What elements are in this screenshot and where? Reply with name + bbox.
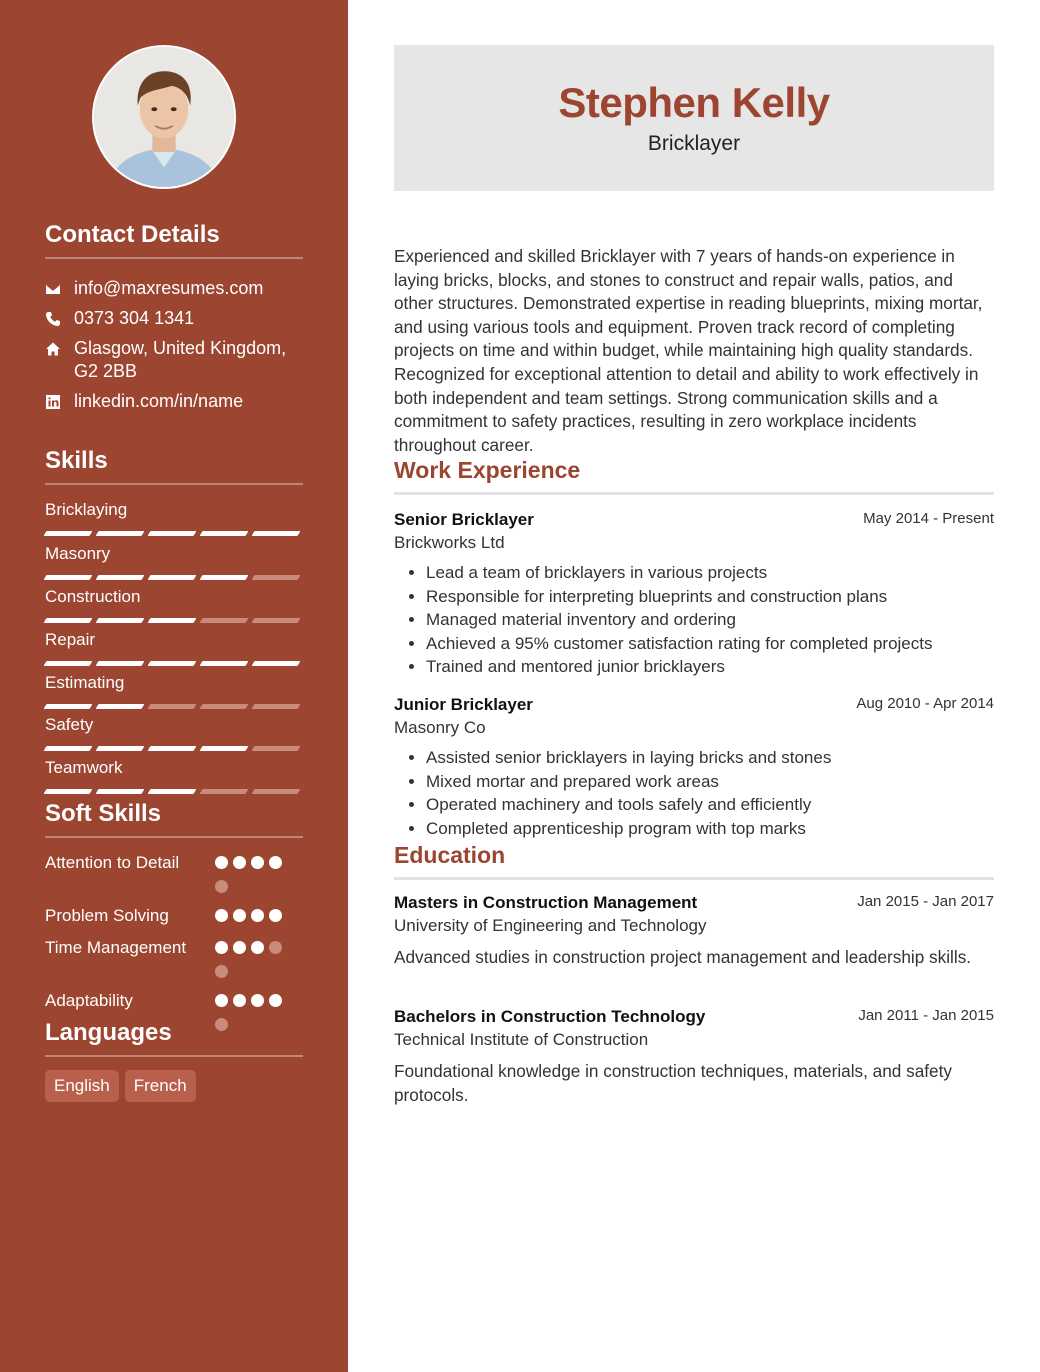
education-desc: Foundational knowledge in construction techniques, materials, and safety protocols. (394, 1061, 952, 1105)
rating-dot (269, 941, 282, 954)
skill-item (45, 543, 303, 580)
language-tag: French (125, 1070, 196, 1102)
address-line2: G2 2BB (74, 361, 138, 381)
soft-skill-name: Attention to Detail (45, 853, 180, 872)
degree: Bachelors in Construction Technology (394, 1007, 706, 1026)
skill-level-segment (252, 746, 301, 751)
languages-list (45, 1070, 196, 1102)
skill-item (45, 757, 303, 794)
job-bullet: • Trained and mentored junior bricklayers (426, 655, 994, 679)
language-tag: English (45, 1070, 119, 1102)
skill-level-segment (200, 789, 249, 794)
skill-level-segment (44, 531, 93, 536)
skill-level-segment (44, 789, 93, 794)
skill-level-segment (252, 618, 301, 623)
degree: Masters in Construction Management (394, 893, 698, 912)
job-bullets (394, 561, 994, 679)
skill-name: Bricklaying (45, 500, 128, 519)
rating-dot (251, 994, 264, 1007)
name-header (394, 45, 994, 191)
skill-level-segment (200, 618, 249, 623)
skill-item (45, 714, 303, 751)
skill-level-segment (252, 531, 301, 536)
rating-dot (233, 941, 246, 954)
job-bullet: • Responsible for interpreting blueprints and construction plans (426, 585, 994, 609)
skill-level-bars (45, 746, 303, 751)
rating-dot (233, 909, 246, 922)
full-name: Stephen Kelly (558, 79, 830, 126)
skill-level-segment (96, 531, 145, 536)
education-heading: Education (394, 841, 994, 880)
skill-name: Estimating (45, 673, 125, 692)
skill-name: Masonry (45, 544, 111, 563)
skill-level-segment (200, 746, 249, 751)
skill-level-segment (148, 575, 197, 580)
education-dates: Jan 2011 - Jan 2015 (858, 1007, 994, 1024)
languages-heading: Languages (45, 1019, 303, 1057)
skill-level-segment (96, 618, 145, 623)
soft-skill-name: Adaptability (45, 991, 133, 1010)
skill-level-segment (148, 618, 197, 623)
rating-dot (269, 856, 282, 869)
job-company: Masonry Co (394, 718, 486, 737)
skill-level-segment (96, 746, 145, 751)
profile-summary: Experienced and skilled Bricklayer with 7 years of hands-on experience in laying bricks, blocks, and stones to construct and repair walls, patios, and other structures. Demonstrated expertise in reading blueprints, mixing mortar, and using various tools and equipment. Proven track record of completing projects on time and within budget, while maintaining high quality standards. Recognized for exceptional attention to detail and ability to work effectively in both independent and team settings. Strong communication skills and a commitment to safety practices, resulting in zero workplace incidents throughout career. (394, 246, 983, 455)
job-role: Junior Bricklayer (394, 695, 533, 714)
skill-item (45, 499, 303, 536)
skill-level-bars (45, 661, 303, 666)
education-desc: Advanced studies in construction project management and leadership skills. (394, 947, 972, 967)
skill-level-segment (252, 661, 301, 666)
job-bullets (394, 746, 994, 840)
rating-dot (215, 941, 228, 954)
home-icon (45, 337, 74, 383)
job-title: Bricklayer (647, 132, 741, 155)
skill-level-segment (252, 789, 301, 794)
contact-heading: Contact Details (45, 221, 303, 259)
rating-dot (233, 856, 246, 869)
job-bullet: • Assisted senior bricklayers in laying bricks and stones (426, 746, 994, 770)
skill-level-segment (200, 575, 249, 580)
contact-address (45, 337, 295, 383)
school: University of Engineering and Technology (394, 916, 707, 935)
skill-level-segment (200, 531, 249, 536)
address-line1: Glasgow, United Kingdom, (74, 338, 287, 358)
skill-level-segment (44, 704, 93, 709)
rating-dot (215, 856, 228, 869)
phone-text: 0373 304 1341 (74, 308, 195, 328)
education-dates: Jan 2015 - Jan 2017 (857, 893, 994, 910)
education-entry (394, 1006, 994, 1107)
rating-dot (215, 880, 228, 893)
job-company: Brickworks Ltd (394, 533, 505, 552)
skill-level-segment (200, 704, 249, 709)
skill-level-segment (200, 661, 249, 666)
skill-level-segment (148, 531, 197, 536)
skill-level-bars (45, 575, 303, 580)
avatar (92, 45, 236, 189)
soft-skill-name: Problem Solving (45, 906, 169, 925)
skill-item (45, 629, 303, 666)
skill-level-bars (45, 704, 303, 709)
work-experience-heading: Work Experience (394, 456, 994, 495)
skill-level-bars (45, 618, 303, 623)
skill-name: Safety (45, 715, 94, 734)
sidebar (0, 0, 348, 1372)
skill-level-segment (96, 704, 145, 709)
contact-linkedin[interactable] (45, 390, 295, 413)
rating-dot (215, 965, 228, 978)
skill-item (45, 672, 303, 709)
contact-phone[interactable] (45, 307, 295, 330)
job-entry (394, 694, 994, 840)
skill-level-segment (44, 618, 93, 623)
skill-level-segment (252, 704, 301, 709)
skill-level-segment (96, 661, 145, 666)
job-dates: Aug 2010 - Apr 2014 (856, 695, 994, 712)
skill-level-segment (96, 789, 145, 794)
skill-name: Teamwork (45, 758, 123, 777)
address-text (74, 337, 286, 383)
profile-photo (94, 47, 234, 187)
phone-icon (45, 307, 74, 330)
job-dates: May 2014 - Present (863, 510, 994, 527)
linkedin-text: linkedin.com/in/name (74, 391, 244, 411)
skill-level-segment (44, 746, 93, 751)
skill-level-segment (148, 746, 197, 751)
envelope-icon (45, 277, 74, 300)
skill-level-segment (44, 661, 93, 666)
skill-level-segment (44, 575, 93, 580)
job-bullet: • Achieved a 95% customer satisfaction rating for completed projects (426, 632, 994, 656)
skill-level-segment (148, 661, 197, 666)
rating-dot (215, 909, 228, 922)
contact-email[interactable] (45, 277, 295, 300)
rating-dot (233, 994, 246, 1007)
rating-dot (251, 941, 264, 954)
job-bullet: • Managed material inventory and ordering (426, 608, 994, 632)
skill-level-segment (148, 704, 197, 709)
job-role: Senior Bricklayer (394, 510, 534, 529)
soft-skills-heading: Soft Skills (45, 800, 303, 838)
skills-heading: Skills (45, 447, 303, 485)
rating-dot (269, 909, 282, 922)
job-bullet: • Operated machinery and tools safely and efficiently (426, 793, 994, 817)
job-entry (394, 509, 994, 679)
rating-dot (251, 856, 264, 869)
email-text: info@maxresumes.com (74, 278, 264, 298)
linkedin-icon (45, 390, 74, 413)
skill-level-bars (45, 789, 303, 794)
rating-dot (215, 994, 228, 1007)
skill-item (45, 586, 303, 623)
rating-dot (269, 994, 282, 1007)
rating-dot (251, 909, 264, 922)
job-bullet: • Mixed mortar and prepared work areas (426, 770, 994, 794)
school: Technical Institute of Construction (394, 1030, 649, 1049)
skill-name: Repair (45, 630, 96, 649)
skill-level-segment (148, 789, 197, 794)
job-bullet: • Completed apprenticeship program with top marks (426, 817, 994, 841)
skill-level-segment (96, 575, 145, 580)
education-entry (394, 892, 994, 969)
skill-level-bars (45, 531, 303, 536)
job-bullet: • Lead a team of bricklayers in various projects (426, 561, 994, 585)
soft-skill-name: Time Management (45, 938, 187, 957)
skill-level-segment (252, 575, 301, 580)
skill-name: Construction (45, 587, 141, 606)
